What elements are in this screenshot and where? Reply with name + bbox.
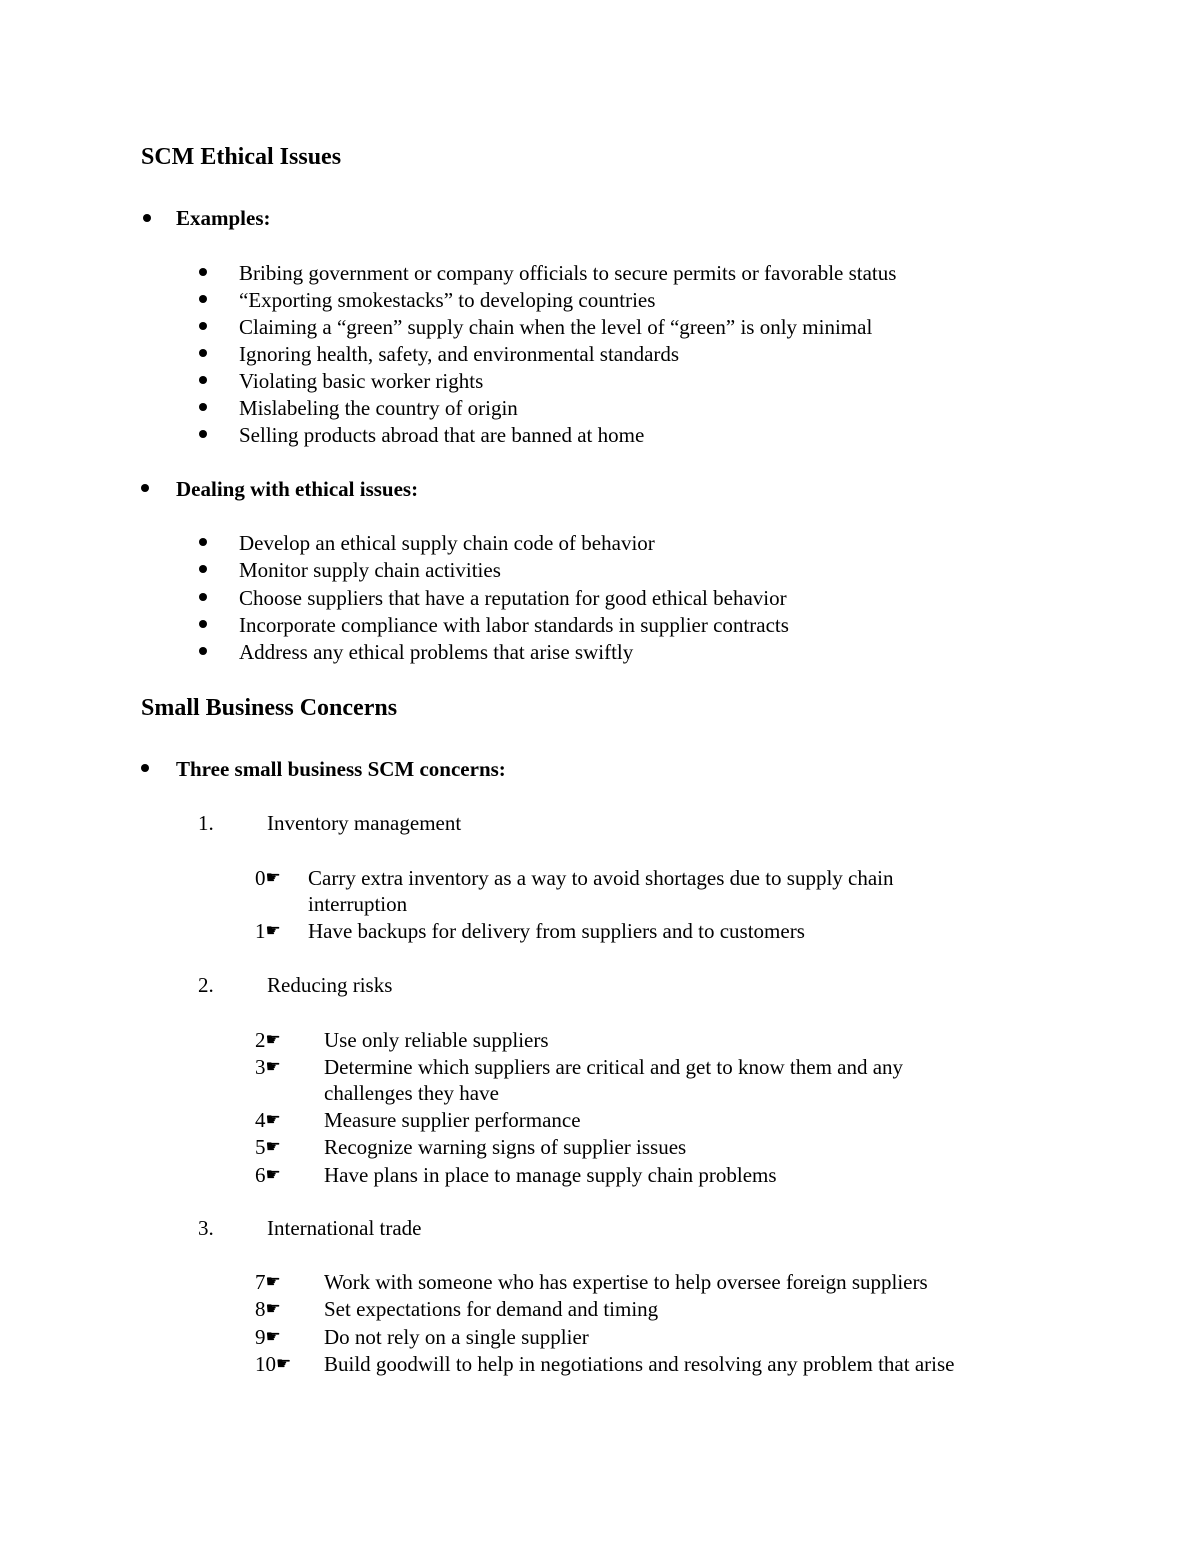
list-item-continuation: challenges they have xyxy=(324,1081,499,1105)
concern-label: Inventory management xyxy=(267,811,462,835)
concern-number: 1. xyxy=(198,811,214,835)
list-item: Set expectations for demand and timing xyxy=(324,1297,659,1321)
bullet-icon xyxy=(199,593,207,601)
pointing-hand-icon: ☛ xyxy=(265,1137,281,1156)
sub-item-marker: 4☛ xyxy=(255,1108,281,1132)
list-item: Work with someone who has expertise to help oversee foreign suppliers xyxy=(324,1270,928,1294)
sub-item-marker: 3☛ xyxy=(255,1055,281,1079)
bullet-icon xyxy=(199,322,207,330)
bullet-icon xyxy=(199,538,207,546)
list-item: Do not rely on a single supplier xyxy=(324,1325,589,1349)
dealing-heading: Dealing with ethical issues: xyxy=(176,477,419,501)
sub-item-marker: 2☛ xyxy=(255,1028,281,1052)
sub-item-marker: 1☛ xyxy=(255,919,281,943)
bullet-icon xyxy=(141,764,149,772)
sub-item-marker: 7☛ xyxy=(255,1270,281,1294)
list-item: Choose suppliers that have a reputation for good ethical behavior xyxy=(239,586,787,610)
pointing-hand-icon: ☛ xyxy=(265,868,281,887)
list-item: Use only reliable suppliers xyxy=(324,1028,549,1052)
sub-item-marker: 9☛ xyxy=(255,1325,281,1349)
list-item: Violating basic worker rights xyxy=(239,369,484,393)
pointing-hand-icon: ☛ xyxy=(265,921,281,940)
list-item: “Exporting smokestacks” to developing countries xyxy=(239,288,656,312)
bullet-icon xyxy=(199,376,207,384)
sub-item-marker: 8☛ xyxy=(255,1297,281,1321)
concern-number: 2. xyxy=(198,973,214,997)
list-item: Carry extra inventory as a way to avoid shortages due to supply chain xyxy=(308,866,894,890)
list-item: Determine which suppliers are critical and get to know them and any xyxy=(324,1055,904,1079)
sub-item-marker: 10☛ xyxy=(255,1352,292,1376)
bullet-icon xyxy=(199,268,207,276)
list-item: Address any ethical problems that arise swiftly xyxy=(239,640,634,664)
section-title-small-business: Small Business Concerns xyxy=(141,695,398,721)
pointing-hand-icon: ☛ xyxy=(265,1057,281,1076)
list-item: Selling products abroad that are banned at home xyxy=(239,423,645,447)
list-item: Claiming a “green” supply chain when the level of “green” is only minimal xyxy=(239,315,873,339)
concerns-heading: Three small business SCM concerns: xyxy=(176,757,506,781)
list-item: Measure supplier performance xyxy=(324,1108,581,1132)
list-item-continuation: interruption xyxy=(308,892,408,916)
pointing-hand-icon: ☛ xyxy=(265,1272,281,1291)
concern-label: International trade xyxy=(267,1216,422,1240)
list-item: Ignoring health, safety, and environmental standards xyxy=(239,342,680,366)
bullet-icon xyxy=(199,647,207,655)
examples-heading: Examples: xyxy=(176,206,271,230)
bullet-icon xyxy=(199,295,207,303)
list-item: Have backups for delivery from suppliers and to customers xyxy=(308,919,805,943)
sub-item-marker: 6☛ xyxy=(255,1163,281,1187)
pointing-hand-icon: ☛ xyxy=(265,1327,281,1346)
bullet-icon xyxy=(199,403,207,411)
list-item: Bribing government or company officials to secure permits or favorable status xyxy=(239,261,897,285)
bullet-icon xyxy=(199,430,207,438)
pointing-hand-icon: ☛ xyxy=(265,1165,281,1184)
bullet-icon xyxy=(199,349,207,357)
pointing-hand-icon: ☛ xyxy=(265,1110,281,1129)
list-item: Incorporate compliance with labor standards in supplier contracts xyxy=(239,613,789,637)
pointing-hand-icon: ☛ xyxy=(265,1299,281,1318)
list-item: Monitor supply chain activities xyxy=(239,558,501,582)
list-item: Develop an ethical supply chain code of behavior xyxy=(239,531,655,555)
pointing-hand-icon: ☛ xyxy=(265,1030,281,1049)
section-title-ethical-issues: SCM Ethical Issues xyxy=(141,144,342,170)
sub-item-marker: 0☛ xyxy=(255,866,281,890)
pointing-hand-icon: ☛ xyxy=(276,1354,292,1373)
bullet-icon xyxy=(199,565,207,573)
sub-item-marker: 5☛ xyxy=(255,1135,281,1159)
concern-label: Reducing risks xyxy=(267,973,393,997)
bullet-icon xyxy=(199,620,207,628)
concern-number: 3. xyxy=(198,1216,214,1240)
list-item: Recognize warning signs of supplier issues xyxy=(324,1135,687,1159)
bullet-icon xyxy=(143,214,151,222)
list-item: Have plans in place to manage supply chain problems xyxy=(324,1163,777,1187)
bullet-icon xyxy=(141,484,149,492)
list-item: Build goodwill to help in negotiations and resolving any problem that arise xyxy=(324,1352,955,1376)
list-item: Mislabeling the country of origin xyxy=(239,396,518,420)
